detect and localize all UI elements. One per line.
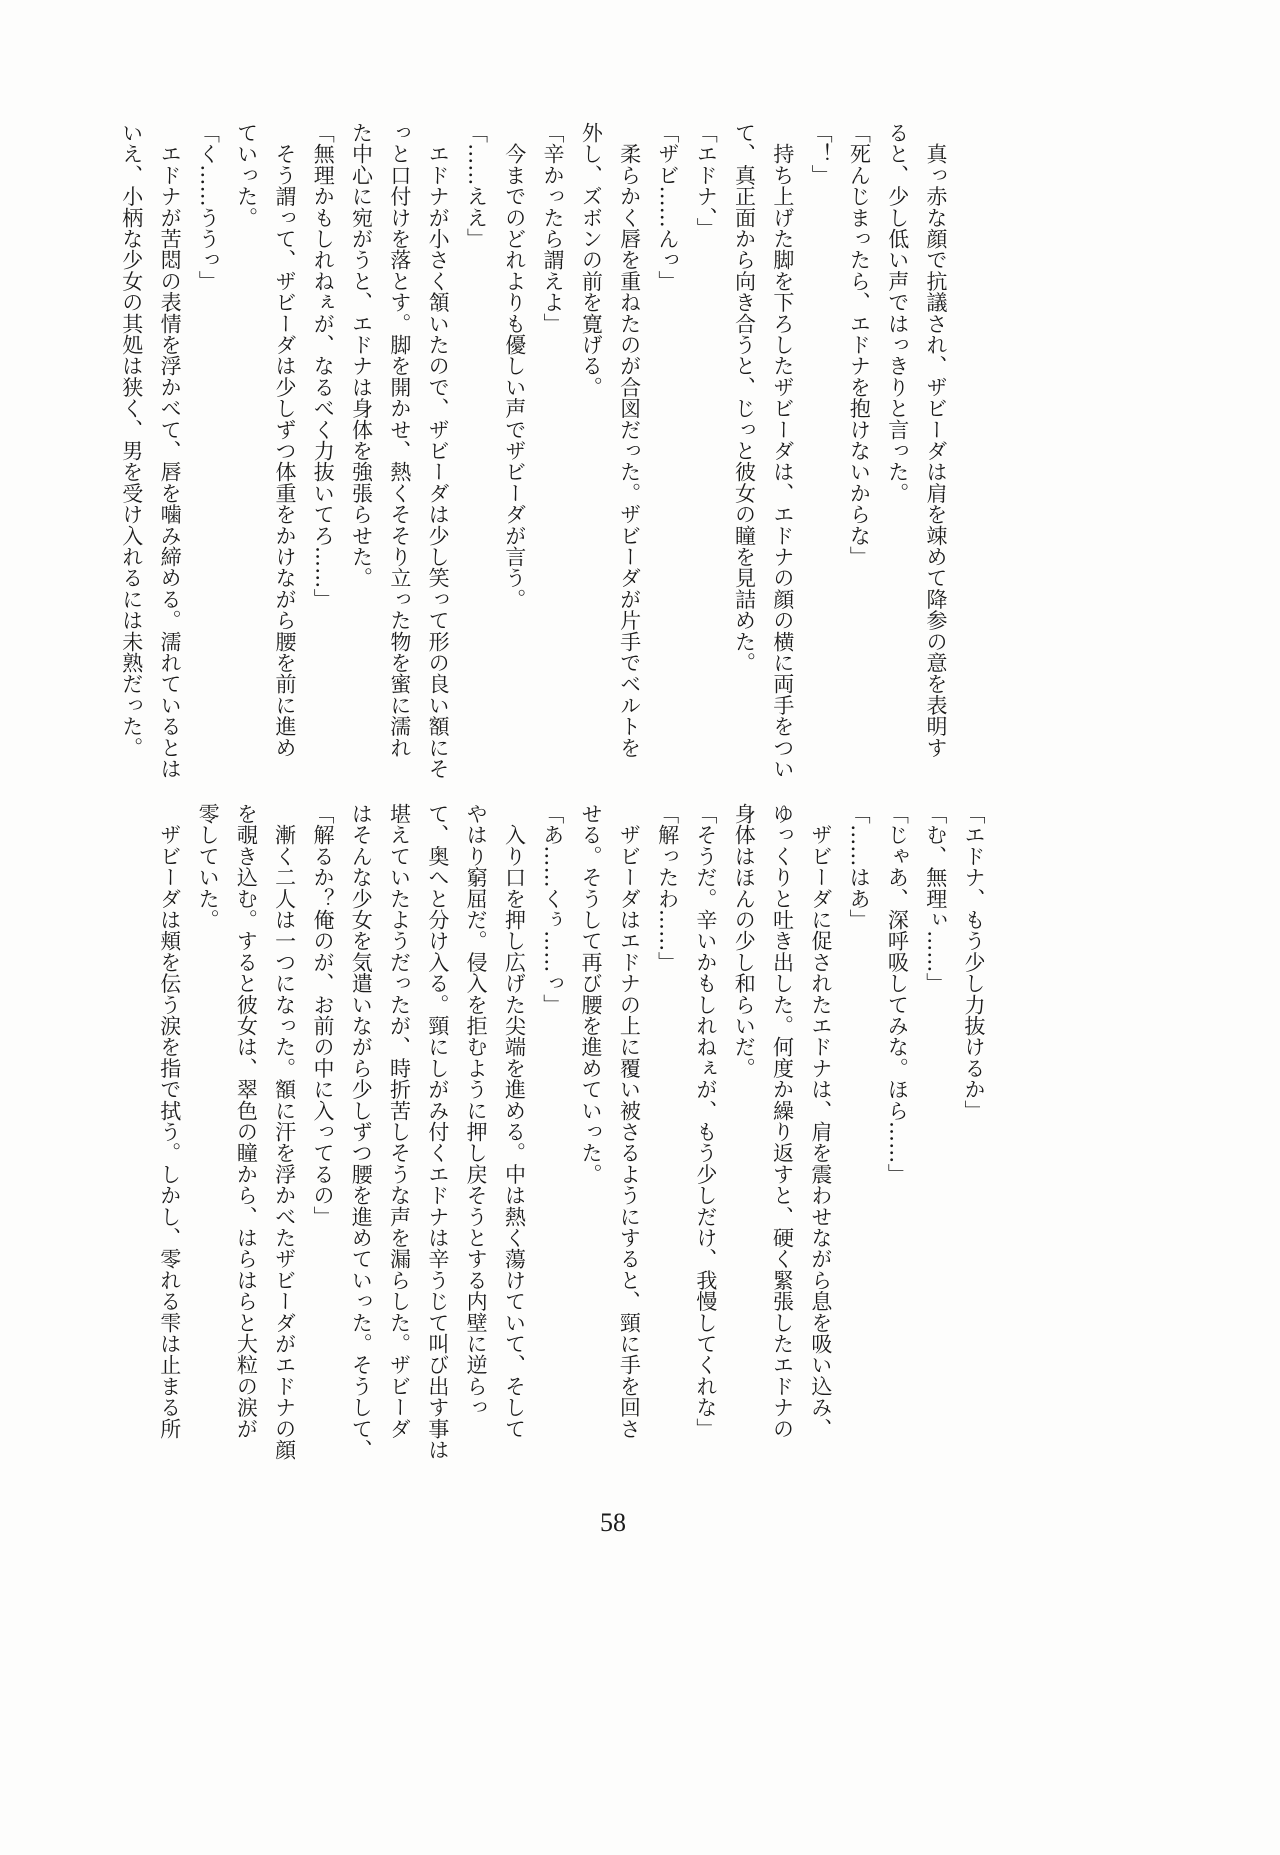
text-column: 「！」	[809, 122, 834, 186]
text-column: て、奥へと分け入る。頸にしがみ付くエドナは辛うじて叫び出す事は	[425, 803, 450, 1461]
text-column: 「……はあ」	[847, 803, 872, 931]
text-column: いえ、小柄な少女の其処は狭く、男を受け入れるには未熟だった。	[119, 122, 144, 758]
text-column: はそんな少女を気遣いながら少しずつ腰を進めていった。そうして、	[349, 803, 374, 1461]
lower-text-block	[150, 803, 993, 1461]
text-column: 「そうだ。辛いかもしれねぇが、もう少しだけ、我慢してくれな」	[693, 803, 718, 1439]
text-column: やはり窮屈だ。侵入を拒むように押し戻そうとする内壁に逆らっ	[464, 803, 489, 1418]
text-column: エドナが小さく頷いたので、ザビーダは少し笑って形の良い額にそ	[426, 122, 451, 780]
text-column: ザビーダに促されたエドナは、肩を震わせながら息を吸い込み、	[808, 803, 833, 1439]
text-column: 真っ赤な顔で抗議され、ザビーダは肩を竦めて降参の意を表明す	[924, 122, 948, 759]
text-column: 「く……ううっ」	[196, 122, 221, 292]
text-column: 今までのどれよりも優しい声でザビーダが言う。	[502, 122, 527, 610]
text-column: 持ち上げた脚を下ろしたザビーダは、エドナの顔の横に両手をつい	[770, 122, 795, 780]
text-column: ゆっくりと吐き出した。何度か繰り返すと、硬く緊張したエドナの	[770, 803, 795, 1439]
text-column: 柔らかく唇を重ねたのが合図だった。ザビーダが片手でベルトを	[617, 122, 642, 758]
text-column: ザビーダはエドナの上に覆い被さるようにすると、頸に手を回さ	[617, 803, 642, 1440]
text-column: 「無理かもしれねぇが、なるべく力抜いてろ……」	[311, 122, 336, 610]
text-column: 零していた。	[196, 803, 221, 931]
text-column: 身体はほんの少し和らいだ。	[732, 803, 757, 1079]
text-column: 「ザビ……んっ」	[655, 122, 680, 292]
text-column: を覗き込む。すると彼女は、翠色の瞳から、はらはらと大粒の涙が	[234, 803, 259, 1439]
text-column: 「解ったわ……」	[655, 803, 680, 973]
text-column: て、真正面から向き合うと、じっと彼女の瞳を見詰めた。	[732, 122, 757, 674]
text-column: っと口付けを落とす。脚を開かせ、熱くそそり立った物を蜜に濡れ	[387, 122, 412, 758]
text-column: 入り口を押し広げた尖端を進める。中は熱く蕩けていて、そして	[502, 803, 527, 1439]
upper-text-block	[112, 122, 955, 780]
page-number: 58	[600, 1508, 626, 1537]
text-column: 「じゃあ、深呼吸してみな。ほら……」	[885, 803, 910, 1185]
text-column: そう謂って、ザビーダは少しずつ体重をかけながら腰を前に進め	[272, 122, 297, 758]
text-column: 「む、無理ぃ……」	[923, 803, 948, 994]
text-column: 「……ええ」	[464, 122, 489, 250]
text-column: た中心に宛がうと、エドナは身体を強張らせた。	[349, 122, 374, 589]
text-column: 漸く二人は一つになった。額に汗を浮かべたザビーダがエドナの顔	[272, 803, 297, 1461]
text-column: 外し、ズボンの前を寛げる。	[579, 122, 604, 398]
text-column: エドナが苦悶の表情を浮かべて、唇を噛み締める。濡れているとは	[158, 122, 183, 780]
text-column: 「死んじまったら、エドナを抱けないからな」	[847, 122, 872, 568]
text-column: 「あ……くぅ……っ」	[540, 803, 565, 1015]
text-column: 堪えていたようだったが、時折苦しそうな声を漏らした。ザビーダ	[387, 803, 412, 1439]
text-column: ていった。	[234, 122, 259, 228]
text-column: 「エドナ、」	[694, 122, 719, 239]
text-column: 「エドナ、もう少し力抜けるか」	[962, 803, 986, 1121]
text-column: 「辛かったら謂えよ」	[541, 122, 566, 334]
text-column: 「解るか？俺のが、お前の中に入ってるの」	[310, 803, 335, 1227]
text-column: ると、少し低い声ではっきりと言った。	[885, 122, 910, 504]
text-column: ザビーダは頬を伝う涙を指で拭う。しかし、零れる雫は止まる所	[157, 803, 182, 1439]
text-column: せる。そうして再び腰を進めていった。	[579, 803, 604, 1185]
